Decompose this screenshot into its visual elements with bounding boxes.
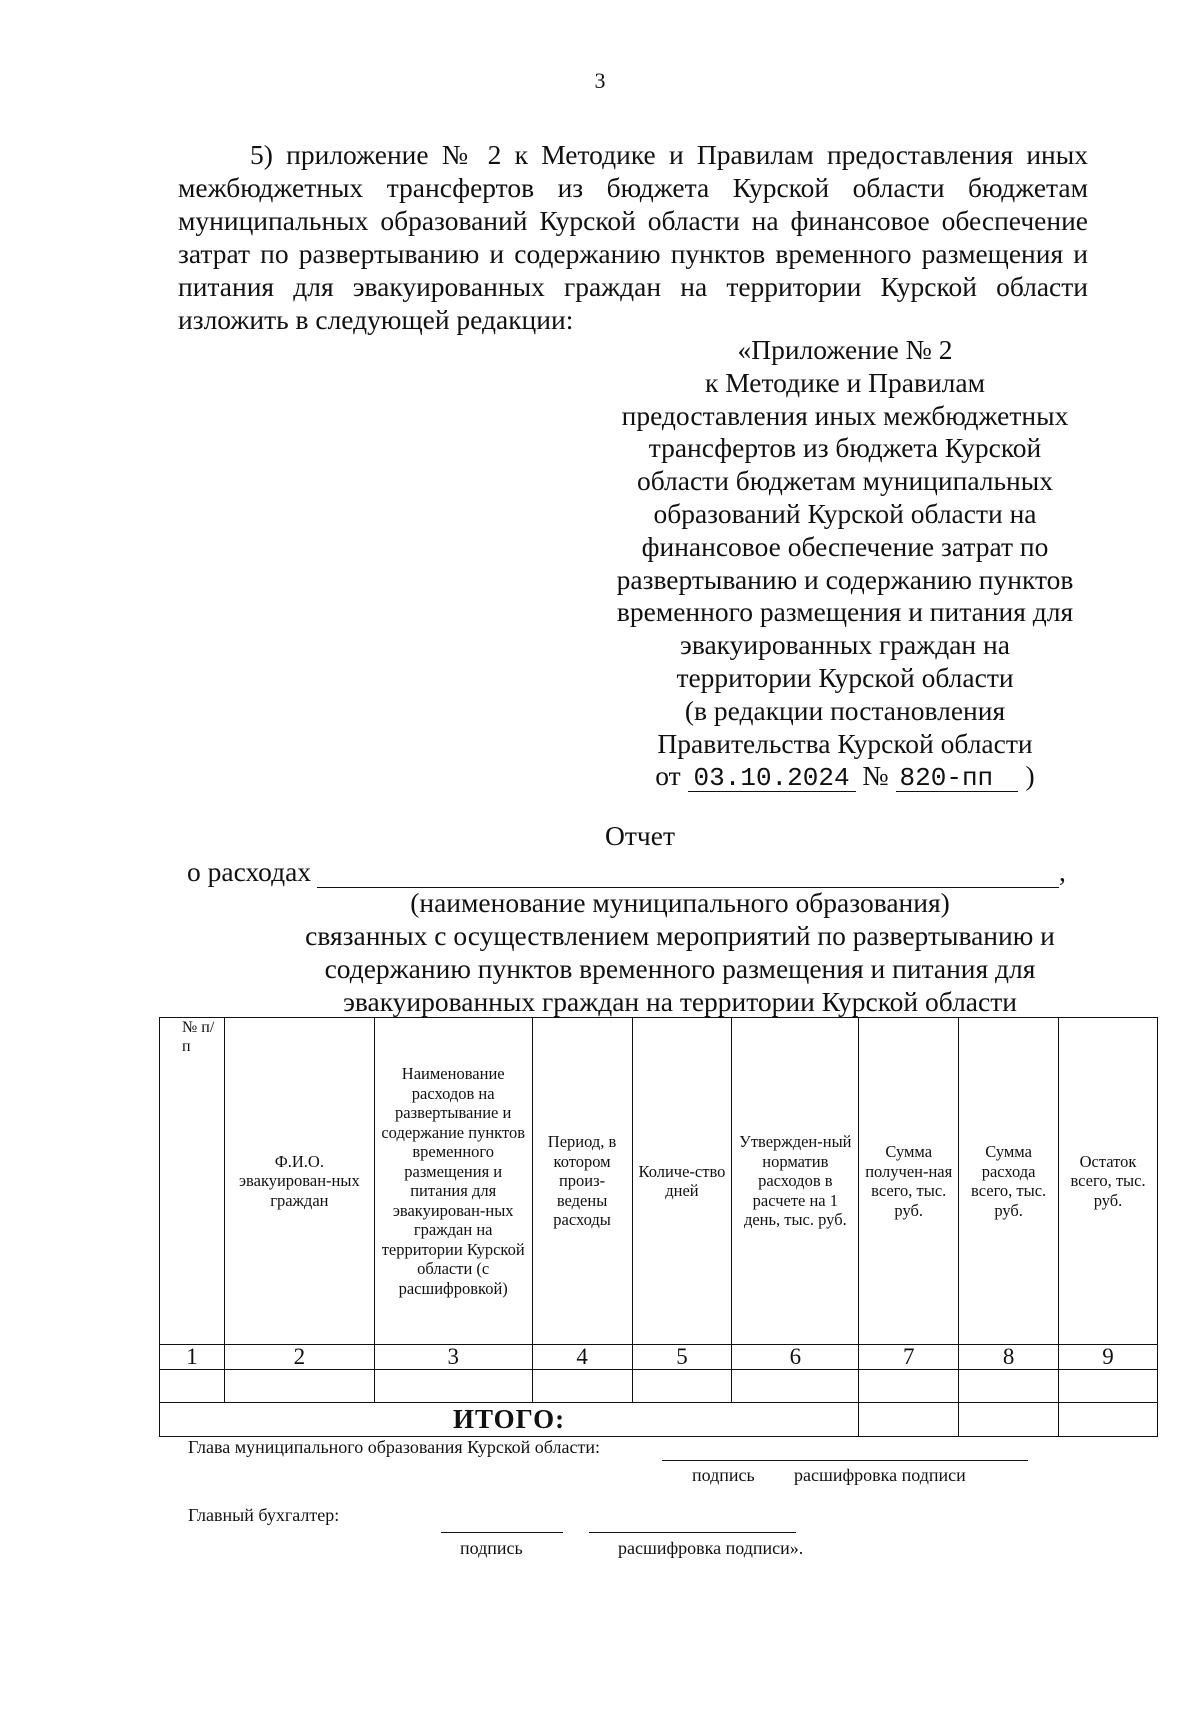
accountant-decode-line (589, 1532, 796, 1533)
intro-line: затрат по развертыванию и содержанию пунктов временного размещения и (178, 238, 1088, 269)
header-cell: Утвержден-ный норматив расходов в расчете на 1 день, тыс. руб. (732, 1018, 859, 1345)
column-number: 5 (632, 1345, 732, 1370)
head-decode-caption: расшифровка подписи (794, 1465, 966, 1485)
accountant-signature-label: Главный бухгалтер: (188, 1505, 340, 1525)
head-signature-label: Глава муниципального образования Курской области: (188, 1437, 600, 1457)
intro-paragraph (178, 138, 1088, 336)
page-number: 3 (594, 68, 606, 93)
column-number: 9 (1059, 1345, 1158, 1370)
header-cell: Количе-ство дней (632, 1018, 732, 1345)
table-cell (160, 1370, 225, 1403)
expenses-prefix: о расходах (187, 856, 312, 887)
table-cell (632, 1370, 732, 1403)
header-cell: Ф.И.О. эвакуирован-ных граждан (224, 1018, 374, 1345)
table-cell (732, 1370, 859, 1403)
table-row (160, 1370, 1158, 1403)
column-number: 4 (532, 1345, 632, 1370)
column-number: 8 (959, 1345, 1059, 1370)
appendix-line: Правительства Курской области (657, 727, 1033, 759)
appendix-line: области бюджетам муниципальных (636, 465, 1053, 497)
appendix-line: (в редакции постановления (684, 694, 1006, 726)
column-number: 7 (859, 1345, 959, 1370)
total-cell (1059, 1403, 1158, 1437)
table-cell (374, 1370, 532, 1403)
table-cell (224, 1370, 374, 1403)
accountant-sign-caption: подпись (460, 1538, 523, 1558)
header-cell: Период, в котором произ-ведены расходы (532, 1018, 632, 1345)
expenses-suffix: , (1059, 856, 1066, 887)
appendix-line: развертыванию и содержанию пунктов (616, 563, 1074, 595)
intro-line: 5) приложение № 2 к Методике и Правилам предоставления иных (250, 139, 1088, 170)
appendix-line: финансовое обеспечение затрат по (641, 530, 1049, 562)
municipality-name-field (317, 861, 1059, 888)
appendix-date-line (600, 760, 1090, 793)
report-caption (270, 886, 1090, 1018)
column-number: 3 (374, 1345, 532, 1370)
table-cell (959, 1370, 1059, 1403)
caption-line: содержанию пунктов временного размещения и питания для (324, 953, 1036, 984)
appendix-line: к Методике и Правилам (704, 366, 986, 398)
intro-line: изложить в следующей редакции: (178, 304, 574, 335)
total-row (160, 1403, 1158, 1437)
total-cell (959, 1403, 1059, 1437)
intro-line: питания для эвакуированных граждан на территории Курской области (178, 271, 1088, 302)
caption-line: связанных с осуществлением мероприятий по развертыванию и (305, 920, 1055, 951)
date-prefix: от (655, 760, 681, 792)
head-signature-line (662, 1460, 1028, 1461)
expenses-line (187, 856, 1066, 888)
column-number-row (160, 1345, 1158, 1370)
head-sign-caption: подпись (692, 1465, 755, 1485)
header-cell: Наименование расходов на развертывание и содержание пунктов временного размещения и питания для эвакуирован-ных граждан на территории Курской области (с расшифровкой) (374, 1018, 532, 1345)
closing-paren: ) (1025, 760, 1035, 792)
report-title: Отчет (605, 820, 675, 851)
table-cell (1059, 1370, 1158, 1403)
accountant-sign-line (441, 1532, 563, 1533)
appendix-line: «Приложение № 2 (737, 334, 953, 365)
appendix-line: предоставления иных межбюджетных (621, 399, 1069, 431)
expenses-report-table (159, 1017, 1158, 1437)
header-cell: Сумма расхода всего, тыс. руб. (959, 1018, 1059, 1345)
accountant-decode-caption: расшифровка подписи». (618, 1538, 804, 1558)
table-cell (532, 1370, 632, 1403)
number-sign: № (862, 760, 889, 792)
intro-line: межбюджетных трансфертов из бюджета Курской области бюджетам (178, 172, 1088, 203)
resolution-date: 03.10.2024 (688, 765, 856, 792)
total-cell (859, 1403, 959, 1437)
appendix-line: временного размещения и питания для (616, 596, 1074, 628)
appendix-line: образований Курской области на (653, 497, 1037, 529)
column-number: 1 (160, 1345, 225, 1370)
table-header-row (160, 1018, 1158, 1345)
header-cell: № п/п (160, 1018, 225, 1345)
caption-line: эвакуированных граждан на территории Курской области (343, 986, 1017, 1017)
header-cell: Сумма получен-ная всего, тыс. руб. (859, 1018, 959, 1345)
total-label: ИТОГО: (160, 1403, 859, 1437)
appendix-line: трансфертов из бюджета Курской (648, 432, 1042, 464)
caption-line: (наименование муниципального образования) (410, 887, 950, 918)
appendix-header (600, 334, 1090, 793)
header-cell: Остаток всего, тыс. руб. (1059, 1018, 1158, 1345)
column-number: 6 (732, 1345, 859, 1370)
appendix-line: территории Курской области (676, 661, 1014, 693)
appendix-line: эвакуированных граждан на (680, 629, 1010, 661)
intro-line: муниципальных образований Курской области на финансовое обеспечение (178, 205, 1088, 236)
table-cell (859, 1370, 959, 1403)
column-number: 2 (224, 1345, 374, 1370)
resolution-number: 820-пп (896, 765, 1018, 792)
